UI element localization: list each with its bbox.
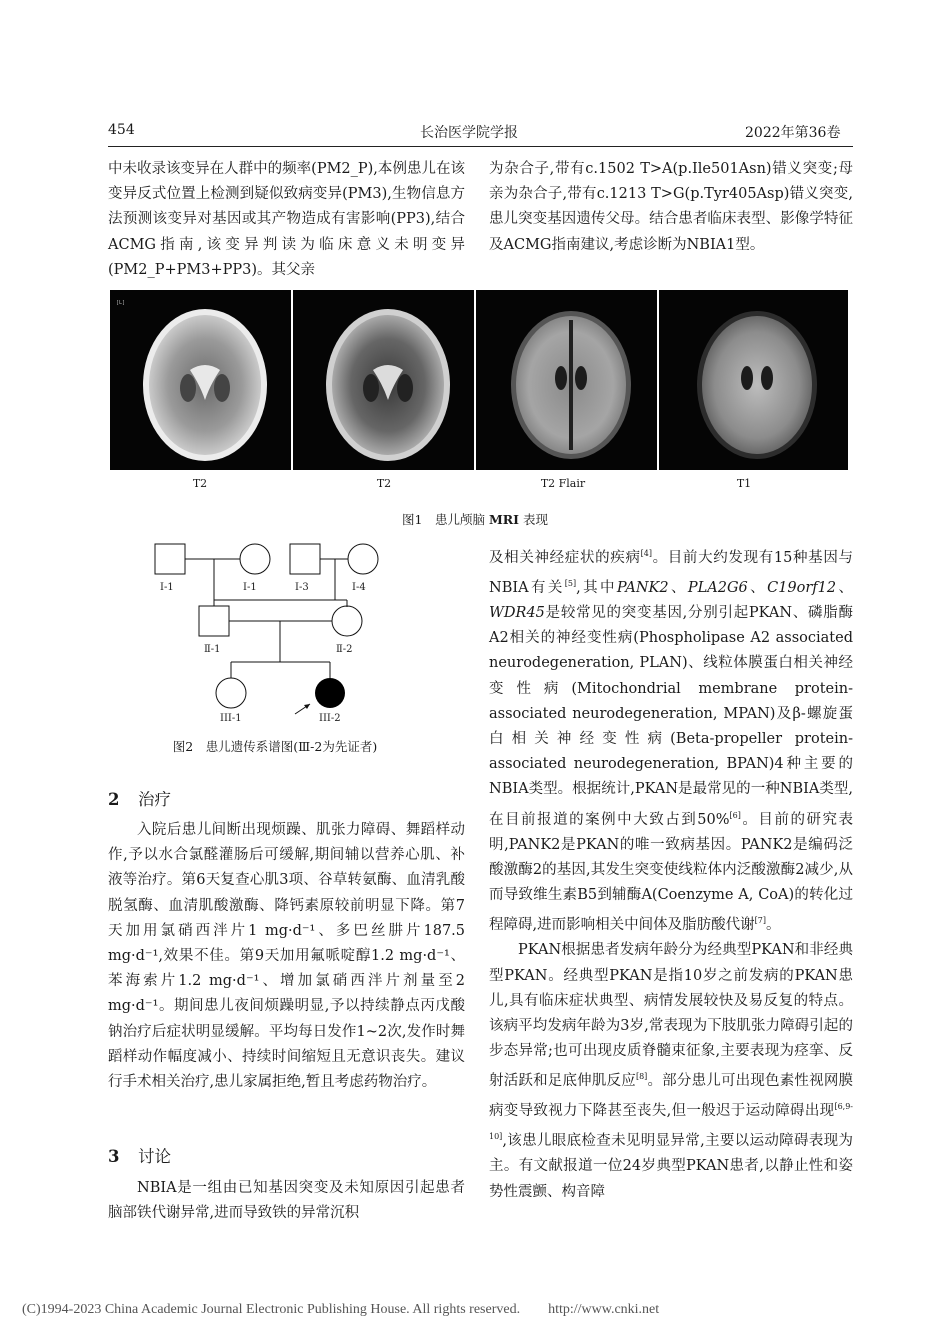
brain-mri-image [293,290,474,470]
brain-mri-image [659,290,848,470]
right-column-body [489,541,853,1205]
mri-panel-t2-a [110,290,291,470]
pedigree-label: Ⅰ-1 [243,582,257,593]
mri-panel-t2-flair [476,290,657,470]
pedigree-proband-III2 [315,678,345,708]
pedigree-label: III-2 [319,713,341,723]
section-2-paragraph: 入院后患儿间断出现烦躁、肌张力障碍、舞蹈样动作,予以水合氯醛灌肠后可缓解,期间辅以营养心肌、补液等治疗。第6天复查心肌3项、谷草转氨酶、血清乳酸脱氢酶、血清肌酸激酶、降钙素原较前明显下降。第7天加用氯硝西泮片1 mg·d⁻¹、多巴丝肼片187.5 mg·d⁻¹,效果不佳。第9天加用氟哌啶醇1.2 mg·d⁻¹、苯海索片1.2 mg·d⁻¹、增加氯硝西泮片剂量至2 mg·d⁻¹。期间患儿夜间烦躁明显,予以持续静点丙戊酸钠治疗后症状明显缓解。平均每日发作1~2次,发作时舞蹈样动作幅度减小、持续时间缩短且无意识丧失。建议行手术相关治疗,患儿家属拒绝,暂且考虑药物治疗。 [108,822,465,1091]
section-3-heading: 3 讨论 [108,1147,171,1166]
mri-label-4: T1 [736,477,752,490]
figure1-caption: 图1 患儿颅脑 MRI 表现 [401,512,549,527]
pedigree-female-II2 [332,606,362,636]
figure2-caption: 图2 患儿遗传系谱图(Ⅲ-2为先证者) [172,739,378,754]
pedigree-male-II1 [199,606,229,636]
brain-mri-image [476,290,657,470]
mri-label-2: T2 [376,477,392,490]
pedigree-male-I1 [155,544,185,574]
mri-label-3: T2 Flair [540,477,586,490]
section-3-paragraph: NBIA是一组由已知基因突变及未知原因引起患者脑部铁代谢异常,进而导致铁的异常沉积 [108,1180,465,1222]
pedigree-female-III1 [216,678,246,708]
copyright-footer: (C)1994-2023 China Academic Journal Electronic Publishing House. All rights reserved. http://www.cnki.net [22,1302,660,1317]
svg-text:[L]: [L] [116,300,126,306]
header-rule [108,146,853,147]
left-top-paragraph: 中未收录该变异在人群中的频率(PM2_P),本例患儿在该变异反式位置上检测到疑似致病变异(PM3),生物信息方法预测该变异对基因或其产物造成有害影响(PP3),结合ACMG指南,该变异判读为临床意义未明变异(PM2_P+PM3+PP3)。其父亲 [108,161,465,278]
section-2-heading: 2 治疗 [108,790,171,809]
mri-panel-t1 [659,290,848,470]
pedigree-female-I4 [348,544,378,574]
pedigree-male-I3 [290,544,320,574]
pedigree-label: Ⅰ-3 [295,582,309,593]
pedigree-label: Ⅱ-1 [204,644,221,655]
pedigree-label: Ⅰ-1 [160,582,174,593]
discussion-paragraph-2: PKAN根据患者发病年龄分为经典型PKAN和非经典型PKAN。经典型PKAN是指10岁之前发病的PKAN患儿,具有临床症状典型、病情发展较快及易反复的特点。该病平均发病年龄为3岁,常表现为下肢肌张力障碍引起的步态异常;也可出现皮质脊髓束征象,主要表现为痉挛、反射活跃和足底伸肌反应[8]。部分患儿可出现色素性视网膜病变导致视力下降甚至丧失,但一般迟于运动障碍出现[6,9-10],该患儿眼底检查未见明显异常,主要以运动障碍表现为主。有文献报道一位24岁典型PKAN患者,以静止性和姿势性震颤、构音障 [489,942,854,1200]
page-number: 454 [108,122,135,138]
brain-mri-image [110,290,291,470]
pedigree-chart [140,538,390,723]
right-top-paragraph: 为杂合子,带有c.1502 T>A(p.Ile501Asn)错义突变;母亲为杂合子,带有c.1213 T>G(p.Tyr405Asp)错义突变,患儿突变基因遗传父母。结合患者临床表型、影像学特征及ACMG指南建议,考虑诊断为NBIA1型。 [489,161,853,253]
pedigree-label: Ⅱ-2 [336,644,353,655]
mri-panel-t2-b [293,290,474,470]
issue-info: 2022年第36卷 [745,125,841,141]
discussion-paragraph-1: 及相关神经症状的疾病[4]。目前大约发现有15种基因与NBIA有关[5],其中PANK2、PLA2G6、C19orf12、WDR45是较常见的突变基因,分别引起PKAN、磷脂酶A2相关的神经变性病(Phospholipase A2 associated neurodegeneration, PLAN)、线粒体膜蛋白相关神经变性病(Mitochondrial membrane protein-associated neurodegeneration, MPAN)及β-螺旋蛋白相关神经变性病(Beta-propeller protein-associated neurodegeneration, BPAN)4种主要的NBIA类型。根据统计,PKAN是最常见的一种NBIA类型,在目前报道的案例中大致占到50%[6]。目前的研究表明,PANK2是PKAN的唯一致病基因。PANK2是编码泛酸激酶2的基因,其发生突变使线粒体内泛酸激酶2减少,从而导致维生素B5到辅酶A(Coenzyme A, CoA)的转化过程障碍,进而影响相关中间体及脂肪酸代谢[7]。 [489,549,854,934]
pedigree-female-I2 [240,544,270,574]
pedigree-label: III-1 [220,713,242,723]
mri-label-1: T2 [192,477,208,490]
pedigree-label: Ⅰ-4 [352,582,366,593]
journal-title: 长治医学院学报 [420,125,518,141]
